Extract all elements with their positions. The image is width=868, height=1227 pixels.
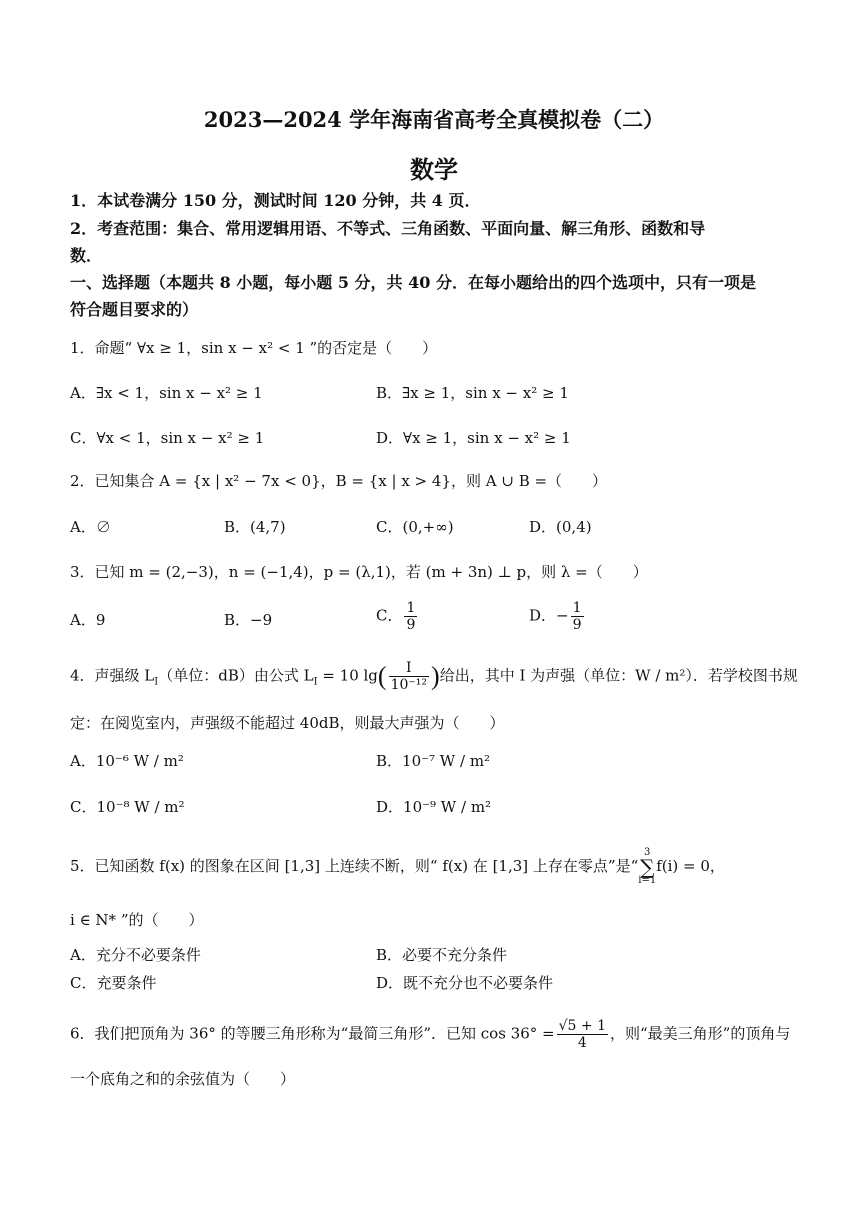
q3-option-d-fraction [571,600,584,633]
q2-option-d: D．(0,4) [529,518,592,536]
question-2-stem: 2．已知集合 A = {x | x² − 7x < 0}，B = {x | x > 4}，则 A ∪ B =（ ） [70,472,608,490]
q3-option-d [529,600,586,633]
q4-option-a: A．10⁻⁶ W / m² [70,752,184,770]
q4-formula-denominator: 10⁻¹² [390,677,428,693]
q5-stem-part-a: 5．已知函数 f(x) 的图象在区间 [1,3] 上连续不断，则“ f(x) 在 [1,3] 上存在零点”是“ [70,857,639,875]
q6-stem-part-b: ，则“最美三角形”的顶角与 [609,1024,791,1043]
q6-cos-numerator: √5 + 1 [558,1018,606,1034]
q2-option-a: A．∅ [70,518,111,536]
q1-option-d: D．∀x ≥ 1，sin x − x² ≥ 1 [376,429,571,447]
q3-option-a: A．9 [70,611,106,629]
q3-option-c-fraction [404,600,417,633]
q1-option-b: B．∃x ≥ 1，sin x − x² ≥ 1 [376,384,569,402]
q6-cos-denominator: 4 [577,1035,587,1051]
q3-option-d-numerator: 1 [572,600,582,616]
q5-summation: 3 ∑ i=1 [638,847,657,886]
q4-formula-numerator: I [389,660,429,677]
q1-option-c: C．∀x < 1，sin x − x² ≥ 1 [70,429,265,447]
q5-sum-upper: 3 [644,847,651,858]
question-5-stem [70,848,725,886]
q4-option-b: B．10⁻⁷ W / m² [376,752,491,770]
q5-option-a: A．充分不必要条件 [70,946,201,964]
q5-option-b: B．必要不充分条件 [376,946,508,964]
q4-stem-part-b: （单位：dB）由公式 L [158,666,314,685]
question-3-stem: 3．已知 m = (2,−3)，n = (−1,4)，p = (λ,1)，若 (m + 3n) ⊥ p，则 λ =（ ） [70,563,648,581]
q4-stem-part-d: 给出，其中 I 为声强（单位：W / m²）．若学校图书规 [439,666,798,685]
q4-stem-part-a: 4．声强级 L [70,666,155,685]
question-6-stem-line2: 一个底角之和的余弦值为（ ） [70,1070,296,1088]
question-4-stem-line2: 定：在阅览室内，声强级不能超过 40dB，则最大声强为（ ） [70,714,505,732]
exam-title: 2023—2024 学年海南省高考全真模拟卷（二） [203,107,665,132]
q4-option-d: D．10⁻⁹ W / m² [376,798,492,816]
q3-option-d-label: D．− [529,606,569,625]
q6-cos-fraction [557,1018,608,1051]
q2-option-c: C．(0,+∞) [376,518,454,536]
q3-option-c [376,600,419,633]
question-6-stem [70,1018,790,1051]
question-5-stem-line2: i ∈ N* ”的（ ） [70,911,204,929]
q4-stem-part-c: = 10 lg [317,666,378,685]
q5-option-d: D．既不充分也不必要条件 [376,974,554,992]
q4-option-c: C．10⁻⁸ W / m² [70,798,185,816]
q3-option-c-label: C． [376,606,403,625]
question-1-stem: 1．命题“ ∀x ≥ 1，sin x − x² < 1 ”的否定是（ ） [70,339,438,357]
q5-option-c: C．充要条件 [70,974,157,992]
q3-option-c-numerator: 1 [406,600,416,616]
note-1: 1．本试卷满分 150 分，测试时间 120 分钟，共 4 页． [70,191,481,210]
subject-title: 数学 [410,155,458,184]
q5-stem-part-b: f(i) = 0， [656,857,725,875]
note-2-line1: 2．考查范围：集合、常用逻辑用语、不等式、三角函数、平面向量、解三角形、函数和导 [70,219,706,238]
question-4-stem: 4．声强级 $L_I$（单位：dB）由公式 $L_I = 10$ lg( $\frac{I}{\text{10⁻¹²}}$ )给出，其中 I 为声强（单位：W / m²）．若学校图书规 [70,660,798,693]
q3-option-c-denominator: 9 [406,617,416,633]
q2-option-b: B．(4,7) [224,518,286,536]
note-2-line2: 数． [70,246,103,265]
q1-option-a: A．∃x < 1，sin x − x² ≥ 1 [70,384,263,402]
q3-option-b: B．−9 [224,611,273,629]
q4-formula-fraction [389,660,429,693]
section-heading-line2: 符合题目要求的） [70,300,199,319]
q6-stem-part-a: 6．我们把顶角为 36° 的等腰三角形称为“最简三角形”．已知 cos 36° = [70,1024,555,1043]
q5-sum-lower: i=1 [638,875,657,886]
q3-option-d-denominator: 9 [572,617,582,633]
section-heading-line1: 一、选择题（本题共 8 小题，每小题 5 分，共 40 分．在每小题给出的四个选项中，只有一项是 [70,273,756,292]
